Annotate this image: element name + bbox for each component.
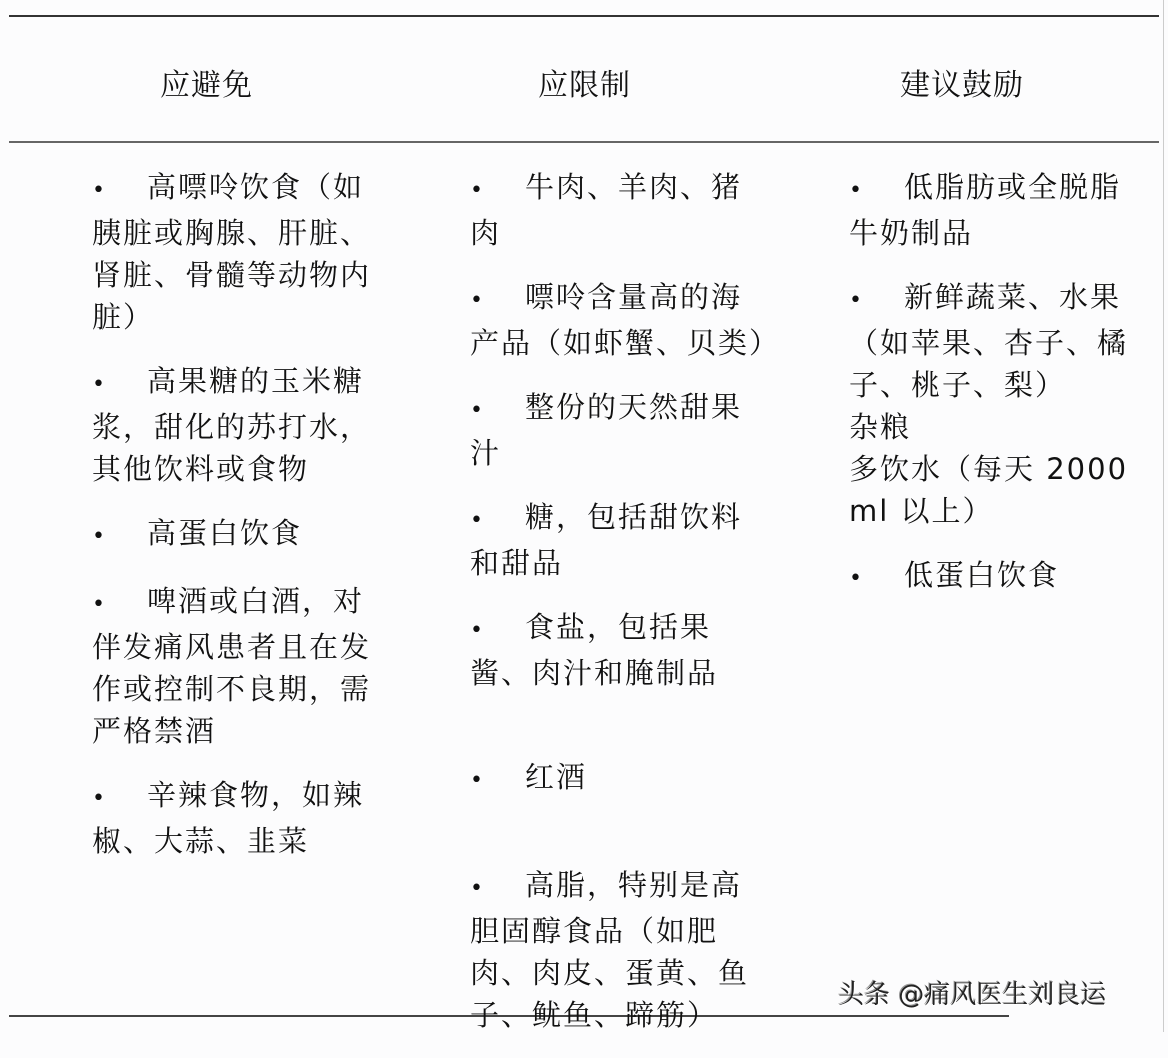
header-limit: 应限制 (538, 68, 631, 103)
list-item: • 啤酒或白酒，对伴发痛风患者且在发作或控制不良期，需严格禁酒 (92, 584, 372, 748)
bullet-icon: • (92, 524, 107, 549)
list-item: • 高嘌呤饮食（如胰脏或胸腺、肝脏、肾脏、骨髓等动物内脏） (92, 170, 372, 334)
table-top-rule (9, 15, 1159, 17)
right-edge-line (1163, 0, 1164, 1032)
bullet-icon: • (92, 372, 107, 397)
column-avoid (92, 166, 392, 884)
column-limit (470, 166, 781, 1058)
bullet-icon: • (849, 288, 864, 313)
bullet-icon: • (849, 566, 864, 591)
bullet-icon: • (470, 876, 485, 901)
list-item: • 牛肉、羊肉、猪肉 (470, 170, 743, 250)
bullet-icon: • (92, 178, 107, 203)
list-item: • 低蛋白饮食 (849, 554, 1149, 600)
list-item: • 糖，包括甜饮料和甜品 (470, 500, 743, 580)
list-item: • 高脂，特别是高胆固醇食品（如肥肉、肉皮、蛋黄、鱼子、鱿鱼、蹄筋） (470, 868, 750, 1032)
column-encourage (849, 166, 1149, 622)
header-encourage: 建议鼓励 (900, 68, 1024, 103)
bullet-icon: • (470, 508, 485, 533)
bullet-icon: • (92, 592, 107, 617)
list-item: • 辛辣食物，如辣椒、大蒜、韭菜 (92, 778, 365, 858)
list-item: • 食盐，包括果酱、肉汁和腌制品 (470, 610, 719, 690)
bullet-icon: • (470, 178, 485, 203)
bullet-icon: • (470, 398, 485, 423)
plain-line-water: 多饮水（每天 2000 ml 以上） (849, 452, 1129, 528)
list-item: • 红酒 (470, 756, 770, 802)
list-item: • 整份的天然甜果汁 (470, 390, 743, 470)
plain-line-grains: 杂粮 (849, 410, 912, 444)
list-item: • 高果糖的玉米糖浆，甜化的苏打水，其他饮料或食物 (92, 364, 372, 486)
bullet-icon: • (849, 178, 864, 203)
list-item: • 低脂肪或全脱脂牛奶制品 (849, 170, 1122, 250)
list-item: • 新鲜蔬菜、水果（如苹果、杏子、橘子、桃子、梨） (849, 280, 1129, 402)
bullet-icon: • (470, 618, 485, 643)
header-divider-rule (9, 141, 1159, 143)
header-avoid: 应避免 (160, 68, 253, 103)
list-item: • 高蛋白饮食 (92, 512, 392, 558)
bullet-icon: • (470, 768, 485, 793)
list-item: • 嘌呤含量高的海产品（如虾蟹、贝类） (470, 280, 781, 360)
bullet-icon: • (470, 288, 485, 313)
watermark: 头条 @痛风医生刘良运 (838, 980, 1107, 1010)
bullet-icon: • (92, 786, 107, 811)
